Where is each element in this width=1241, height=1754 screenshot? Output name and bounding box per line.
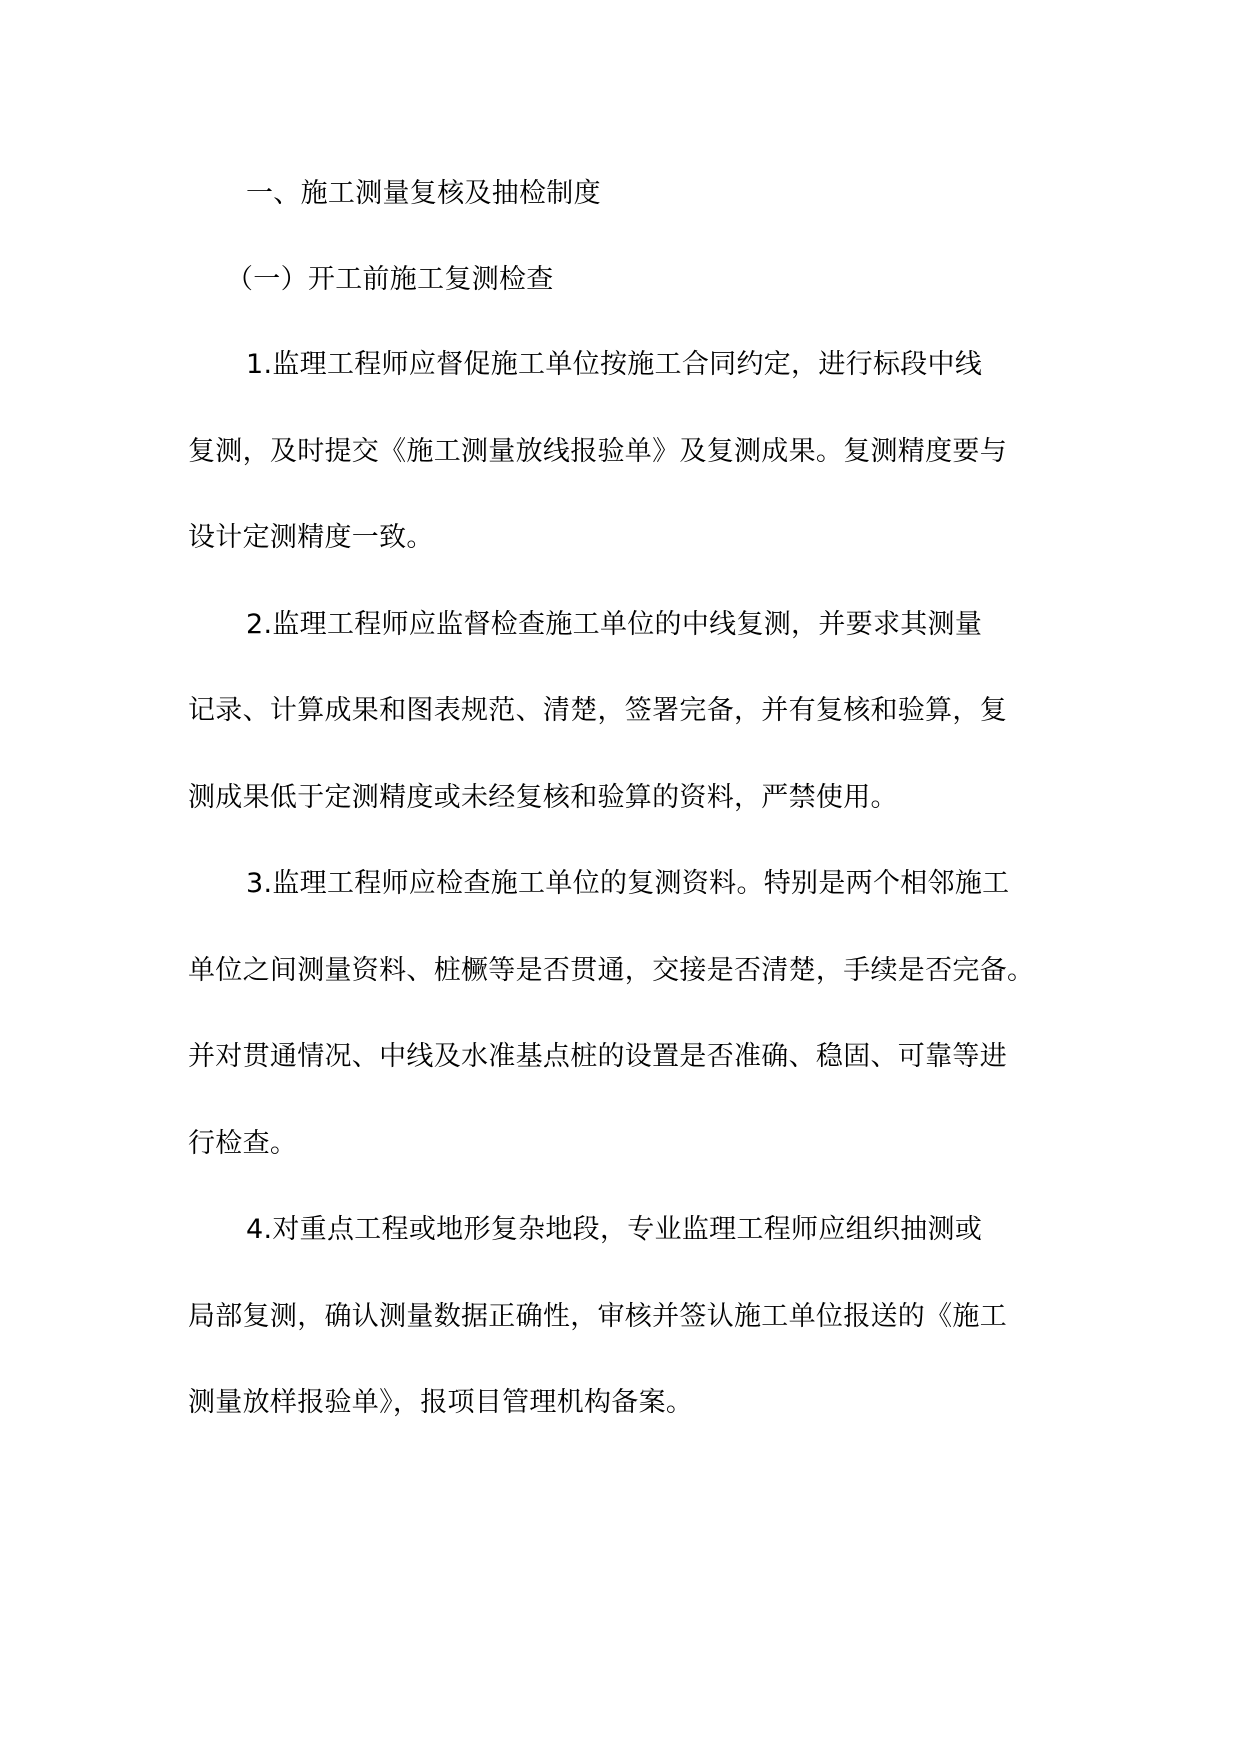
paragraph-line: 复测，及时提交《施工测量放线报验单》及复测成果。复测精度要与 <box>188 436 1007 467</box>
paragraph-line: 3.监理工程师应检查施工单位的复测资料。特别是两个相邻施工 <box>246 868 1010 899</box>
paragraph-line: 测量放样报验单》，报项目管理机构备案。 <box>188 1387 694 1418</box>
paragraph-line: 局部复测，确认测量数据正确性，审核并签认施工单位报送的《施工 <box>188 1301 1007 1332</box>
section-heading: 一、施工测量复核及抽检制度 <box>246 178 601 209</box>
paragraph-line: 测成果低于定测精度或未经复核和验算的资料，严禁使用。 <box>188 782 898 813</box>
paragraph-line: 2.监理工程师应监督检查施工单位的中线复测，并要求其测量 <box>246 609 983 640</box>
paragraph-line: 设计定测精度一致。 <box>188 522 434 553</box>
paragraph-line: 4.对重点工程或地形复杂地段，专业监理工程师应组织抽测或 <box>246 1214 983 1245</box>
paragraph-line: 1.监理工程师应督促施工单位按施工合同约定，进行标段中线 <box>246 349 983 380</box>
paragraph-line: 行检查。 <box>188 1128 298 1159</box>
paragraph-line: 记录、计算成果和图表规范、清楚，签署完备，并有复核和验算，复 <box>188 695 1007 726</box>
paragraph-line: 单位之间测量资料、桩橛等是否贯通，交接是否清楚，手续是否完备。 <box>188 955 1035 986</box>
paragraph-line: 并对贯通情况、中线及水准基点桩的设置是否准确、稳固、可靠等进 <box>188 1041 1007 1072</box>
subsection-heading: （一）开工前施工复测检查 <box>226 264 554 295</box>
